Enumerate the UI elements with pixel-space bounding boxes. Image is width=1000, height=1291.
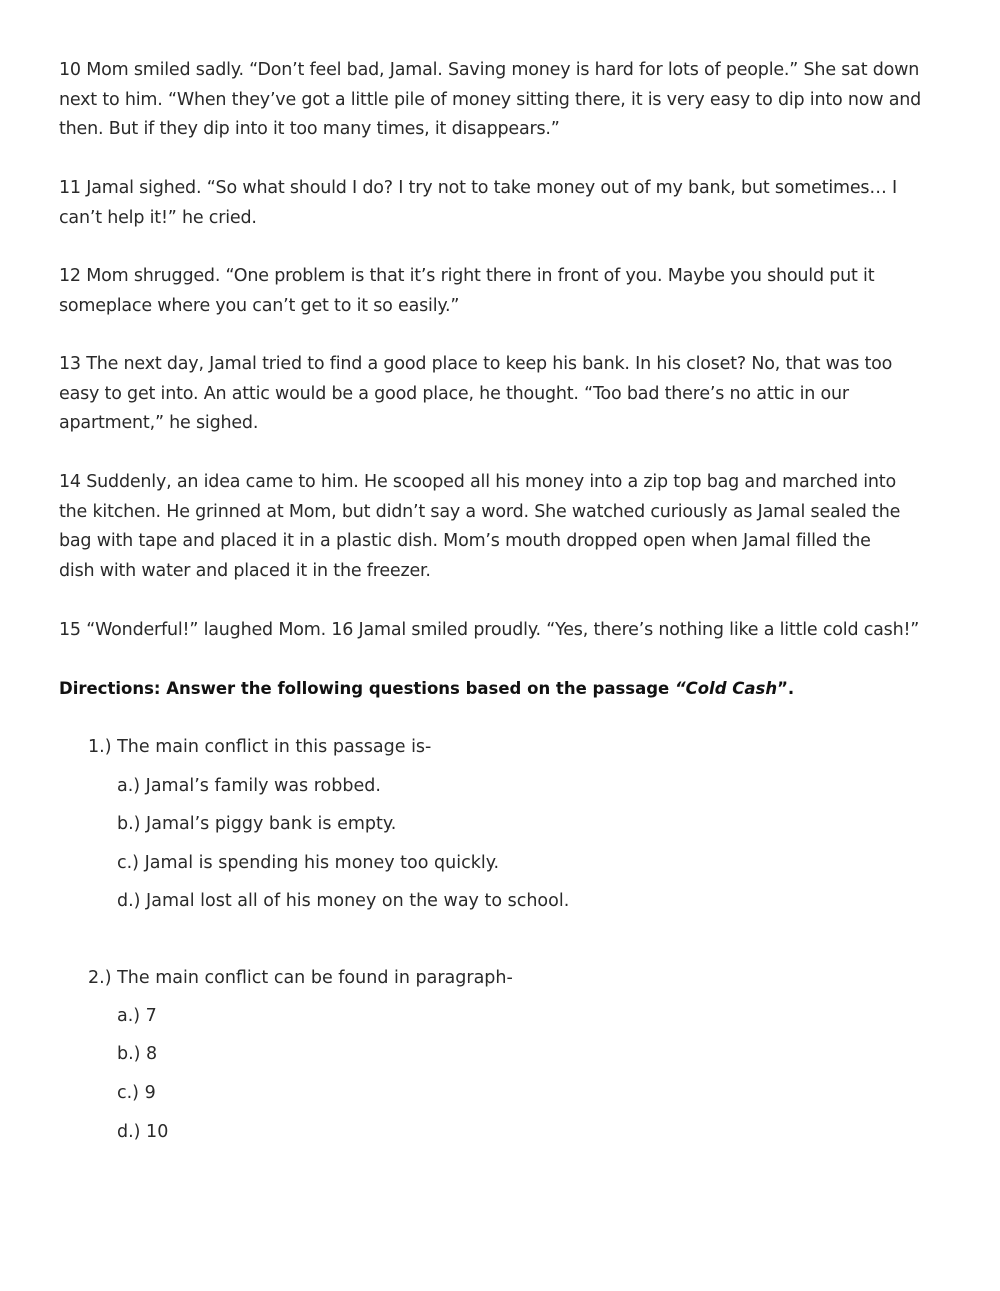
- question-1-option-a[interactable]: a.) Jamal’s family was robbed.: [117, 776, 381, 796]
- question-2-prompt: 2.) The main conflict can be found in paragraph-: [88, 968, 513, 988]
- question-2-option-c[interactable]: c.) 9: [117, 1083, 156, 1103]
- directions-suffix: ”.: [777, 679, 795, 698]
- question-1-option-b[interactable]: b.) Jamal’s piggy bank is empty.: [117, 814, 397, 834]
- paragraph-14: 14 Suddenly, an idea came to him. He scooped all his money into a zip top bag and marched into the kitchen. He grinned at Mom, but didn’t say a word. She watched curiously as Jamal sealed the bag with tape and placed it in a plastic dish. Mom’s mouth dropped open when Jamal filled the dish with water and placed it in the freezer.: [59, 472, 901, 581]
- paragraph-15-16: 15 “Wonderful!” laughed Mom. 16 Jamal smiled proudly. “Yes, there’s nothing like a little cold cash!”: [59, 620, 920, 640]
- question-1-prompt: 1.) The main conflict in this passage is-: [88, 737, 432, 757]
- question-2-option-a[interactable]: a.) 7: [117, 1006, 157, 1026]
- paragraph-12: 12 Mom shrugged. “One problem is that it’s right there in front of you. Maybe you should put it someplace where you can’t get to it so easily.”: [59, 266, 875, 316]
- question-2-option-d[interactable]: d.) 10: [117, 1122, 169, 1142]
- question-2-option-b[interactable]: b.) 8: [117, 1044, 158, 1064]
- directions-prefix: Directions: Answer the following questions based on the passage: [59, 679, 675, 698]
- directions-title: “Cold Cash: [674, 679, 778, 698]
- paragraph-10: 10 Mom smiled sadly. “Don’t feel bad, Jamal. Saving money is hard for lots of people.” She sat down next to him. “When they’ve got a little pile of money sitting there, it is very easy to dip into now and then. But if they dip into it too many times, it disappears.”: [59, 60, 922, 139]
- paragraph-13: 13 The next day, Jamal tried to find a good place to keep his bank. In his closet? No, that was too easy to get into. An attic would be a good place, he thought. “Too bad there’s no attic in our apartment,” he sighed.: [59, 354, 893, 433]
- paragraph-11: 11 Jamal sighed. “So what should I do? I try not to take money out of my bank, but sometimes… I can’t help it!” he cried.: [59, 178, 897, 228]
- question-1-option-c[interactable]: c.) Jamal is spending his money too quickly.: [117, 853, 500, 873]
- question-1-option-d[interactable]: d.) Jamal lost all of his money on the way to school.: [117, 891, 570, 911]
- directions-heading: [59, 675, 949, 703]
